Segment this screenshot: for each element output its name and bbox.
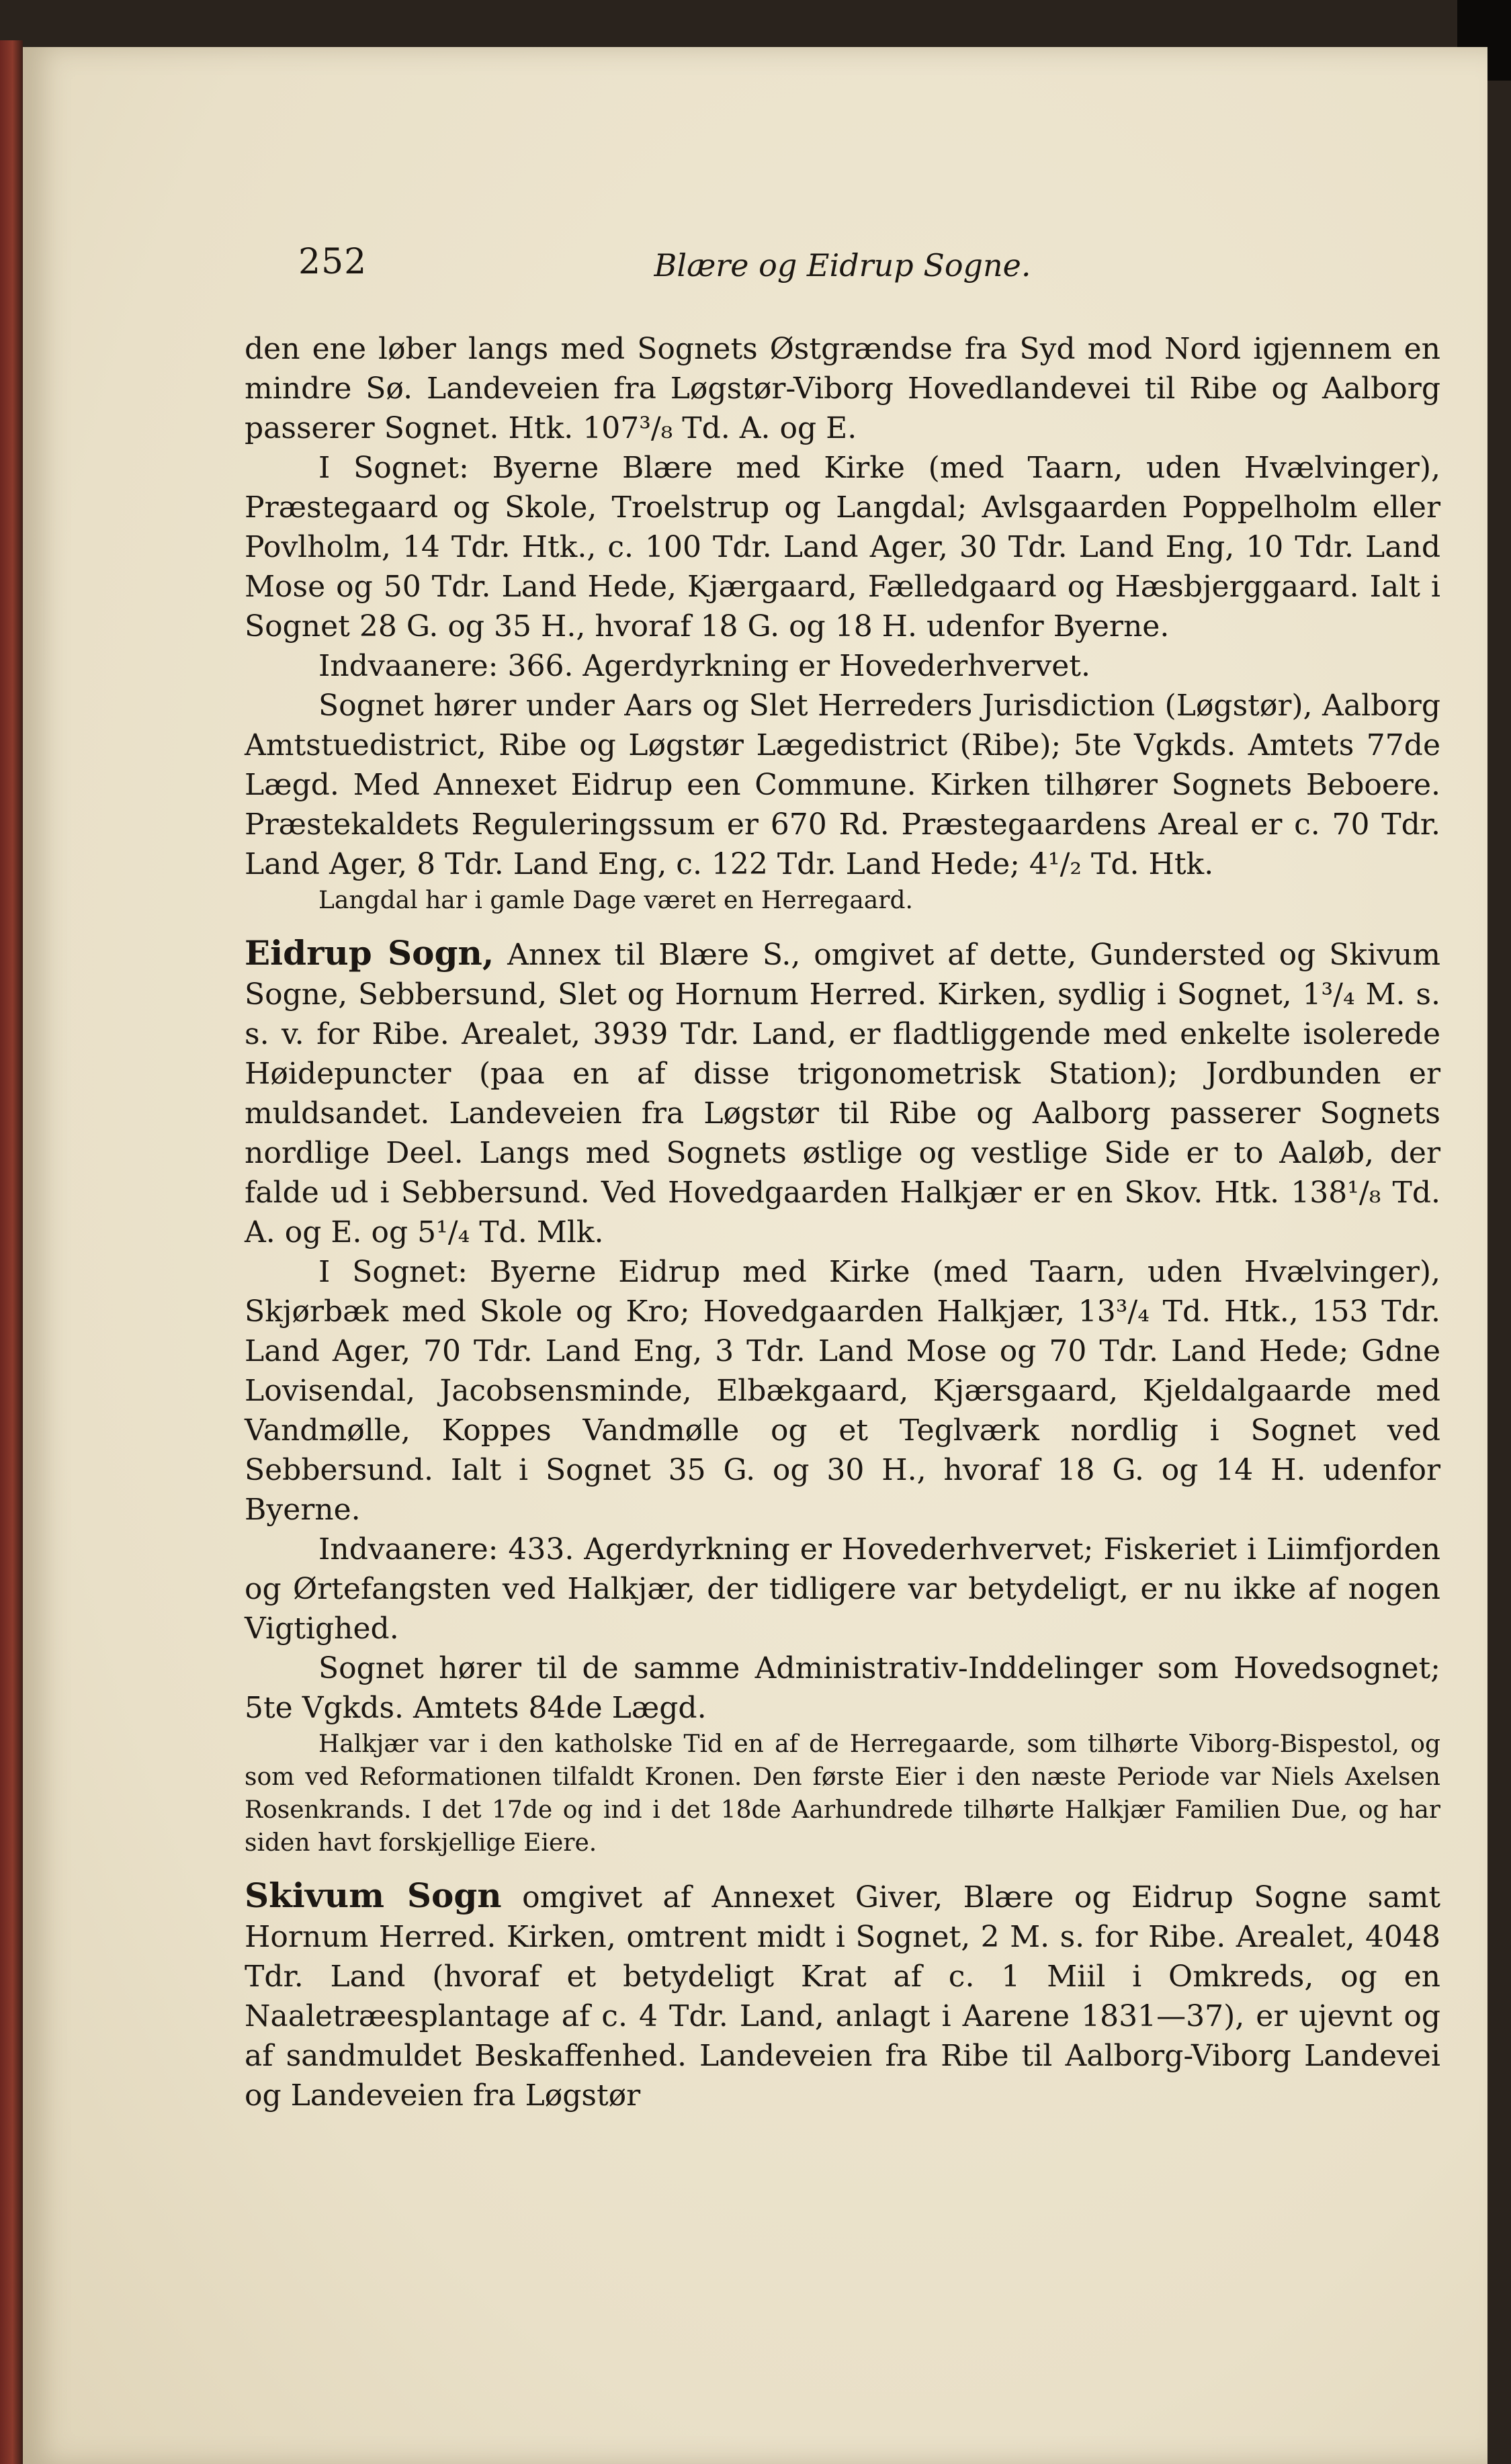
note-langdal bbox=[245, 884, 1440, 917]
paragraph-text: den ene løber langs med Sognets Østgrændse fra Syd mod Nord igjennem en mindre Sø. Landeveien fra Løgstør-Viborg Hovedlandevei til Ribe og Aalborg passerer Sognet. Htk. 107³/₈ Td. A. og E. bbox=[245, 332, 1440, 445]
book-binding-edge bbox=[0, 40, 23, 2464]
paragraph-blaere-population bbox=[245, 646, 1440, 686]
note-text: Halkjær var i den katholske Tid en af de Herregaarde, som tilhørte Viborg-Bispestol, og som ved Reformationen tilfaldt Kronen. Den første Eier i den næste Periode var Niels Axelsen Rosenkrands. I det 17de og ind i det 18de Aarhundrede tilhørte Halkjær Familien Due, og har siden havt forskjellige Eiere. bbox=[245, 1730, 1440, 1857]
page-header bbox=[245, 242, 1440, 302]
note-halkjaer bbox=[245, 1728, 1440, 1859]
paragraph-eidrup-administration bbox=[245, 1648, 1440, 1728]
page-content bbox=[245, 242, 1440, 2115]
book-page bbox=[23, 47, 1487, 2464]
paragraph-text: Indvaanere: 366. Agerdyrkning er Hovederhvervet. bbox=[318, 649, 1090, 683]
paragraph-continuation bbox=[245, 329, 1440, 448]
paragraph-text: I Sognet: Byerne Eidrup med Kirke (med Taarn, uden Hvælvinger), Skjørbæk med Skole og Kro; Hovedgaarden Halkjær, 13³/₄ Td. Htk., 153 Tdr. Land Ager, 70 Tdr. Land Eng, 3 Tdr. Land Mose og 70 Tdr. Land Hede; Gdne Lovisendal, Jacobsensminde, Elbækgaard, Kjærsgaard, Kjeldalgaarde med Vandmølle, Koppes Vandmølle og et Teglværk nordlig i Sognet ved Sebbersund. Ialt i Sognet 35 G. og 30 H., hvoraf 18 G. og 14 H. udenfor Byerne. bbox=[245, 1255, 1440, 1527]
section-spacer bbox=[245, 1859, 1440, 1876]
paragraph-text: omgivet af Annexet Giver, Blære og Eidrup Sogne samt Hornum Herred. Kirken, omtrent midt i Sognet, 2 M. s. for Ribe. Arealet, 4048 Tdr. Land (hvoraf et betydeligt Krat af c. 1 Miil i Omkreds, og en Naaletræesplantage af c. 4 Tdr. Land, anlagt i Aarene 1831—37), er ujevnt og af sandmuldet Beskaffenhed. Landeveien fra Ribe til Aalborg-Viborg Landevei og Landeveien fra Løgstør bbox=[245, 1880, 1440, 2113]
section-skivum-sogn bbox=[245, 1876, 1440, 2115]
page-number: 252 bbox=[298, 242, 368, 282]
note-text: Langdal har i gamle Dage været en Herregaard. bbox=[318, 887, 913, 914]
page-body bbox=[245, 329, 1440, 2115]
section-heading-eidrup: Eidrup Sogn, bbox=[245, 933, 494, 973]
running-title: Blære og Eidrup Sogne. bbox=[654, 247, 1031, 283]
paragraph-text: Sognet hører under Aars og Slet Herreders Jurisdiction (Løgstør), Aalborg Amtstuedistrict, Ribe og Løgstør Lægedistrict (Ribe); 5te Vgkds. Amtets 77de Lægd. Med Annexet Eidrup een Commune. Kirken tilhører Sognets Beboere. Præstekaldets Reguleringssum er 670 Rd. Præstegaardens Areal er c. 70 Tdr. Land Ager, 8 Tdr. Land Eng, c. 122 Tdr. Land Hede; 4¹/₂ Td. Htk. bbox=[245, 689, 1440, 881]
paragraph-eidrup-villages bbox=[245, 1252, 1440, 1530]
paragraph-eidrup-population bbox=[245, 1530, 1440, 1648]
paragraph-text: I Sognet: Byerne Blære med Kirke (med Taarn, uden Hvælvinger), Præstegaard og Skole, Troelstrup og Langdal; Avlsgaarden Poppelholm eller Povlholm, 14 Tdr. Htk., c. 100 Tdr. Land Ager, 30 Tdr. Land Eng, 10 Tdr. Land Mose og 50 Tdr. Land Hede, Kjærgaard, Fælledgaard og Hæsbjerggaard. Ialt i Sognet 28 G. og 35 H., hvoraf 18 G. og 18 H. udenfor Byerne. bbox=[245, 451, 1440, 644]
section-eidrup-sogn bbox=[245, 933, 1440, 1252]
paragraph-blaere-villages bbox=[245, 448, 1440, 646]
paragraph-text: Annex til Blære S., omgivet af dette, Gundersted og Skivum Sogne, Sebbersund, Slet og Hornum Herred. Kirken, sydlig i Sognet, 1³/₄ M. s. s. v. for Ribe. Arealet, 3939 Tdr. Land, er fladtliggende med enkelte isolerede Høidepuncter (paa en af disse trigonometrisk Station); Jordbunden er muldsandet. Landeveien fra Løgstør til Ribe og Aalborg passerer Sognets nordlige Deel. Langs med Sognets østlige og vestlige Side er to Aaløb, der falde ud i Sebbersund. Ved Hovedgaarden Halkjær er en Skov. Htk. 138¹/₈ Td. A. og E. og 5¹/₄ Td. Mlk. bbox=[245, 938, 1440, 1249]
section-spacer bbox=[245, 917, 1440, 933]
paragraph-text: Sognet hører til de samme Administrativ-Inddelinger som Hovedsognet; 5te Vgkds. Amtets 84de Lægd. bbox=[245, 1651, 1440, 1725]
paragraph-text: Indvaanere: 433. Agerdyrkning er Hovederhvervet; Fiskeriet i Liimfjorden og Ørtefangsten ved Halkjær, der tidligere var betydeligt, er nu ikke af nogen Vigtighed. bbox=[245, 1532, 1440, 1646]
paragraph-blaere-jurisdiction bbox=[245, 686, 1440, 884]
section-heading-skivum: Skivum Sogn bbox=[245, 1876, 502, 1915]
